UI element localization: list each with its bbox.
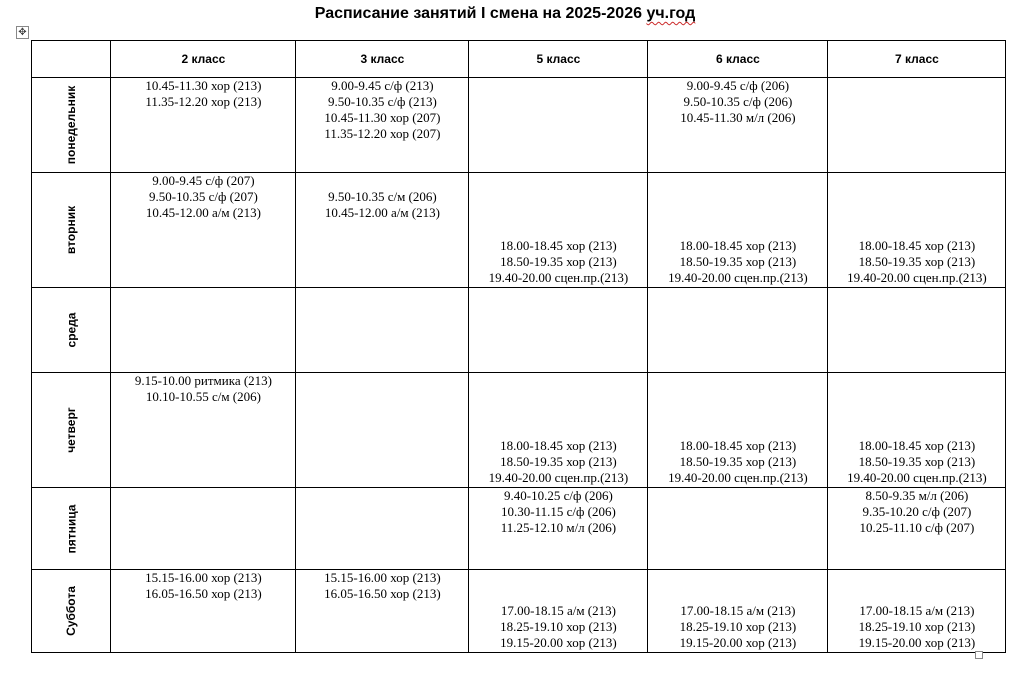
lesson-block-bottom xyxy=(469,603,647,651)
lesson-block-bottom xyxy=(828,438,1005,486)
schedule-row-friday xyxy=(32,488,1006,570)
schedule-cell-tuesday-class-5[interactable] xyxy=(469,173,648,288)
lesson-line: 19.15-20.00 хор (213) xyxy=(679,635,797,650)
lesson-line: 18.25-19.10 хор (213) xyxy=(679,619,797,634)
lesson-line: 18.50-19.35 хор (213) xyxy=(679,254,797,269)
lesson-block-bottom xyxy=(828,238,1005,286)
lesson-line: 18.50-19.35 хор (213) xyxy=(858,254,976,269)
schedule-cell-friday-class-7[interactable] xyxy=(828,488,1006,570)
day-cell-wednesday xyxy=(32,288,111,373)
lesson-line: 18.50-19.35 хор (213) xyxy=(858,454,976,469)
schedule-cell-thursday-class-3[interactable] xyxy=(296,373,469,488)
lesson-line: 9.00-9.45 с/ф (206) xyxy=(686,78,790,93)
lesson-line: 19.40-20.00 сцен.пр.(213) xyxy=(668,470,808,485)
lesson-line: 8.50-9.35 м/л (206) xyxy=(865,488,969,503)
day-cell-saturday xyxy=(32,570,111,653)
schedule-cell-friday-class-5[interactable] xyxy=(469,488,648,570)
header-row xyxy=(32,41,1006,78)
lesson-line: 16.05-16.50 хор (213) xyxy=(145,586,262,601)
day-label: четверг xyxy=(64,407,79,453)
schedule-cell-thursday-class-7[interactable] xyxy=(828,373,1006,488)
lesson-line: 18.00-18.45 хор (213) xyxy=(679,238,797,253)
lesson-line: 9.35-10.20 с/ф (207) xyxy=(862,504,972,519)
lesson-line: 9.50-10.35 с/м (206) xyxy=(328,189,437,204)
header-class-7: 7 класс xyxy=(828,41,1006,78)
schedule-cell-wednesday-class-7[interactable] xyxy=(828,288,1006,373)
lesson-line: 17.00-18.15 а/м (213) xyxy=(680,603,796,618)
lesson-block-bottom xyxy=(828,603,1005,651)
lesson-block-top xyxy=(648,78,827,126)
title-text: Расписание занятий I смена на 2025-2026 xyxy=(314,5,647,22)
schedule-cell-monday-class-6[interactable] xyxy=(648,78,828,173)
lesson-line: 15.15-16.00 хор (213) xyxy=(145,570,262,585)
lesson-line: 19.40-20.00 сцен.пр.(213) xyxy=(488,470,629,485)
lesson-line: 9.40-10.25 с/ф (206) xyxy=(504,488,613,503)
lesson-line: 11.25-12.10 м/л (206) xyxy=(500,520,617,535)
day-cell-thursday xyxy=(32,373,111,488)
lesson-line: 18.00-18.45 хор (213) xyxy=(500,438,617,453)
schedule-row-tuesday xyxy=(32,173,1006,288)
day-label: пятница xyxy=(64,504,79,553)
lesson-line: 18.00-18.45 хор (213) xyxy=(679,438,797,453)
day-label: понедельник xyxy=(64,85,79,165)
lesson-line: 10.25-11.10 с/ф (207) xyxy=(859,520,975,535)
schedule-cell-wednesday-class-5[interactable] xyxy=(469,288,648,373)
lesson-line: 10.45-11.30 хор (207) xyxy=(324,110,441,125)
lesson-line: 9.15-10.00 ритмика (213) xyxy=(134,373,273,388)
lesson-block-top xyxy=(296,78,468,142)
day-cell-monday xyxy=(32,78,111,173)
lesson-line: 10.45-12.00 а/м (213) xyxy=(324,205,440,220)
schedule-cell-monday-class-5[interactable] xyxy=(469,78,648,173)
lesson-line: 19.40-20.00 сцен.пр.(213) xyxy=(847,270,987,285)
lesson-block-bottom xyxy=(469,438,647,486)
lesson-line: 18.50-19.35 хор (213) xyxy=(500,254,617,269)
schedule-cell-monday-class-7[interactable] xyxy=(828,78,1006,173)
lesson-line: 9.00-9.45 с/ф (213) xyxy=(331,78,434,93)
lesson-line: 15.15-16.00 хор (213) xyxy=(324,570,441,585)
lesson-block-top xyxy=(469,488,647,536)
schedule-cell-saturday-class-5[interactable] xyxy=(469,570,648,653)
lesson-block-top xyxy=(111,78,295,110)
lesson-line: 17.00-18.15 а/м (213) xyxy=(500,603,616,618)
schedule-cell-friday-class-2[interactable] xyxy=(111,488,296,570)
schedule-cell-wednesday-class-3[interactable] xyxy=(296,288,469,373)
lesson-line: 10.30-11.15 с/ф (206) xyxy=(501,504,616,519)
lesson-block-bottom xyxy=(469,238,647,286)
lesson-block-top xyxy=(111,570,295,602)
day-label: среда xyxy=(64,312,79,348)
table-resize-handle-icon[interactable] xyxy=(975,651,983,659)
schedule-cell-wednesday-class-6[interactable] xyxy=(648,288,828,373)
schedule-row-thursday xyxy=(32,373,1006,488)
lesson-line: 19.15-20.00 хор (213) xyxy=(858,635,976,650)
schedule-cell-saturday-class-6[interactable] xyxy=(648,570,828,653)
lesson-line: 10.10-10.55 с/м (206) xyxy=(145,389,261,404)
day-label: вторник xyxy=(64,205,79,255)
title-year-text: уч.год xyxy=(646,5,696,22)
schedule-cell-monday-class-3[interactable] xyxy=(296,78,469,173)
day-cell-friday xyxy=(32,488,111,570)
lesson-line: 17.00-18.15 а/м (213) xyxy=(859,603,975,618)
lesson-block-top xyxy=(111,373,295,405)
header-class-3: 3 класс xyxy=(296,41,469,78)
lesson-line: 18.50-19.35 хор (213) xyxy=(500,454,617,469)
schedule-cell-saturday-class-2[interactable] xyxy=(111,570,296,653)
day-cell-tuesday xyxy=(32,173,111,288)
lesson-line: 10.45-11.30 хор (213) xyxy=(145,78,262,93)
lesson-line: 18.25-19.10 хор (213) xyxy=(500,619,617,634)
lesson-line: 18.00-18.45 хор (213) xyxy=(500,238,617,253)
day-label: Суббота xyxy=(64,586,79,636)
lesson-line: 19.40-20.00 сцен.пр.(213) xyxy=(668,270,808,285)
header-class-5: 5 класс xyxy=(469,41,648,78)
schedule-row-monday xyxy=(32,78,1006,173)
header-corner xyxy=(32,41,111,78)
schedule-cell-thursday-class-5[interactable] xyxy=(469,373,648,488)
lesson-line: 11.35-12.20 хор (207) xyxy=(324,126,441,141)
lesson-line: 18.25-19.10 хор (213) xyxy=(858,619,976,634)
lesson-line: 9.50-10.35 с/ф (213) xyxy=(328,94,437,109)
lesson-block-top xyxy=(111,173,295,221)
schedule-cell-tuesday-class-7[interactable] xyxy=(828,173,1006,288)
schedule-cell-friday-class-6[interactable] xyxy=(648,488,828,570)
schedule-row-saturday xyxy=(32,570,1006,653)
schedule-cell-thursday-class-2[interactable] xyxy=(111,373,296,488)
schedule-cell-wednesday-class-2[interactable] xyxy=(111,288,296,373)
schedule-cell-tuesday-class-2[interactable] xyxy=(111,173,296,288)
schedule-cell-tuesday-class-6[interactable] xyxy=(648,173,828,288)
lesson-line: 19.40-20.00 сцен.пр.(213) xyxy=(847,470,987,485)
schedule-cell-thursday-class-6[interactable] xyxy=(648,373,828,488)
lesson-line: 18.00-18.45 хор (213) xyxy=(858,438,976,453)
lesson-line: 19.15-20.00 хор (213) xyxy=(500,635,617,650)
lesson-line: 10.45-11.30 м/л (206) xyxy=(680,110,796,125)
lesson-block-top xyxy=(828,488,1005,536)
lesson-line: 11.35-12.20 хор (213) xyxy=(145,94,262,109)
schedule-cell-friday-class-3[interactable] xyxy=(296,488,469,570)
lesson-block-top xyxy=(296,570,468,602)
lesson-line: 16.05-16.50 хор (213) xyxy=(324,586,441,601)
lesson-line: 18.50-19.35 хор (213) xyxy=(679,454,797,469)
lesson-line: 19.40-20.00 сцен.пр.(213) xyxy=(488,270,629,285)
lesson-block-bottom xyxy=(648,438,827,486)
schedule-cell-saturday-class-3[interactable] xyxy=(296,570,469,653)
lesson-line: 18.00-18.45 хор (213) xyxy=(858,238,976,253)
lesson-block-bottom xyxy=(648,603,827,651)
lesson-line: 10.45-12.00 а/м (213) xyxy=(145,205,261,220)
lesson-block-top xyxy=(296,173,468,221)
schedule-cell-saturday-class-7[interactable] xyxy=(828,570,1006,653)
schedule-table xyxy=(31,40,1006,653)
lesson-block-bottom xyxy=(648,238,827,286)
table-move-handle-icon[interactable]: ✥ xyxy=(16,26,29,39)
header-class-6: 6 класс xyxy=(648,41,828,78)
schedule-cell-tuesday-class-3[interactable] xyxy=(296,173,469,288)
schedule-cell-monday-class-2[interactable] xyxy=(111,78,296,173)
lesson-line: 9.50-10.35 с/ф (207) xyxy=(149,189,258,204)
lesson-line: 9.00-9.45 с/ф (207) xyxy=(152,173,255,188)
schedule-row-wednesday xyxy=(32,288,1006,373)
header-class-2: 2 класс xyxy=(111,41,296,78)
lesson-line: 9.50-10.35 с/ф (206) xyxy=(683,94,793,109)
document-title xyxy=(0,4,1010,24)
